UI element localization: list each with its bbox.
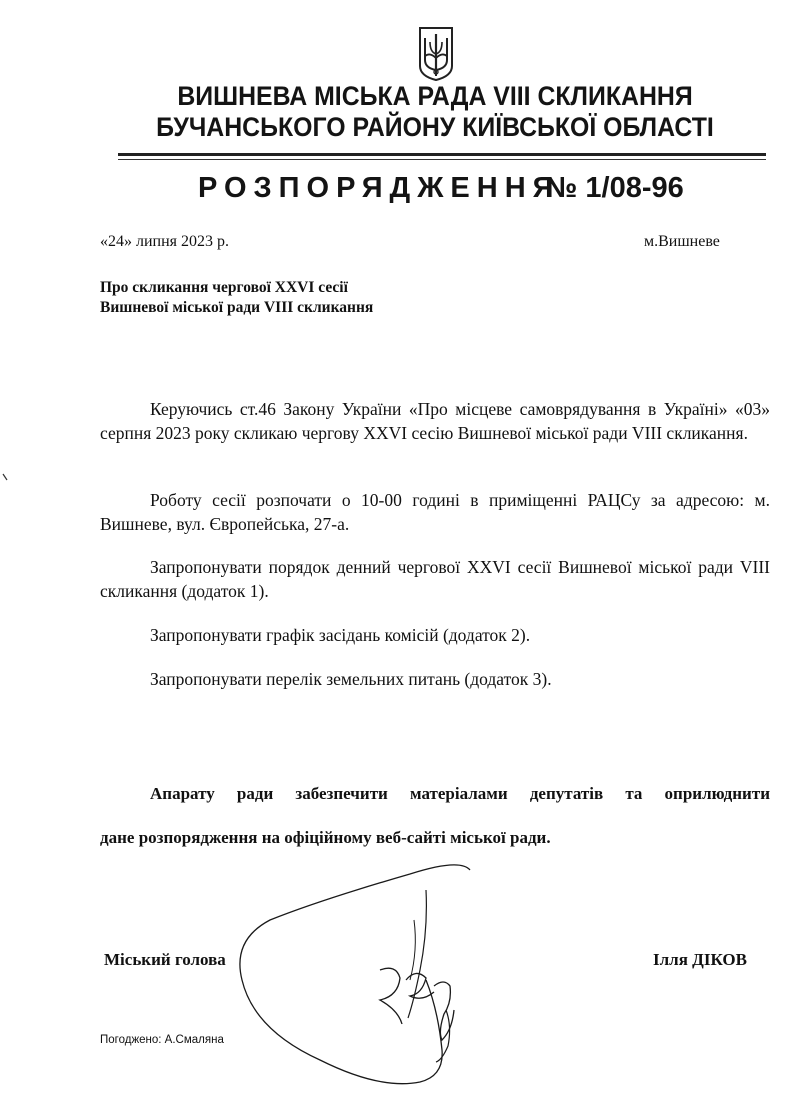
body-paragraph-3: Запропонувати порядок денний чергової XXVI сесії Вишневої міської ради VIII скликання (додаток 1). xyxy=(100,557,770,601)
margin-mark xyxy=(2,472,8,482)
document-date: «24» липня 2023 р. xyxy=(100,233,230,250)
council-name-line-2: БУЧАНСЬКОГО РАЙОНУ КИЇВСЬКОЇ ОБЛАСТІ xyxy=(156,112,714,142)
body-paragraph-1: Керуючись ст.46 Закону України «Про місцеве самоврядування в Україні» «03» серпня 2023 року скликаю чергову XXVI сесію Вишневої міської ради VIII скликання. xyxy=(100,399,770,443)
header-divider xyxy=(118,153,766,156)
instruction-line-1: Апарату ради забезпечити матеріалами депутатів та оприлюднити xyxy=(150,784,770,803)
signatory-name: Ілля ДІКОВ xyxy=(653,950,747,969)
body-paragraph-5: Запропонувати перелік земельних питань (додаток 3). xyxy=(150,669,552,689)
document-subject xyxy=(100,278,373,318)
body-paragraph-4: Запропонувати графік засідань комісій (додаток 2). xyxy=(150,625,531,645)
handwritten-signature xyxy=(230,860,560,1100)
body-paragraph-2: Роботу сесії розпочати о 10-00 годині в приміщенні РАЦСу за адресою: м. Вишневе, вул. Європейська, 27-а. xyxy=(100,490,770,534)
document-city: м.Вишневе xyxy=(644,233,720,250)
document-type-title: РОЗПОРЯДЖЕННЯ xyxy=(198,172,561,204)
council-name-line-1: ВИШНЕВА МІСЬКА РАДА VIII СКЛИКАННЯ xyxy=(177,81,693,111)
header-divider-thin xyxy=(118,159,766,160)
document-number: № 1/08-96 xyxy=(545,172,684,204)
signatory-position: Міський голова xyxy=(104,950,226,969)
instruction-line-2: дане розпорядження на офіційному веб-сайті міської ради. xyxy=(100,828,551,847)
subject-line-1: Про скликання чергової XXVI сесії xyxy=(100,279,348,296)
subject-line-2: Вишневої міської ради VIII скликання xyxy=(100,299,374,316)
tryzub-emblem-icon xyxy=(416,26,456,82)
approval-note: Погоджено: А.Смаляна xyxy=(100,1034,224,1046)
